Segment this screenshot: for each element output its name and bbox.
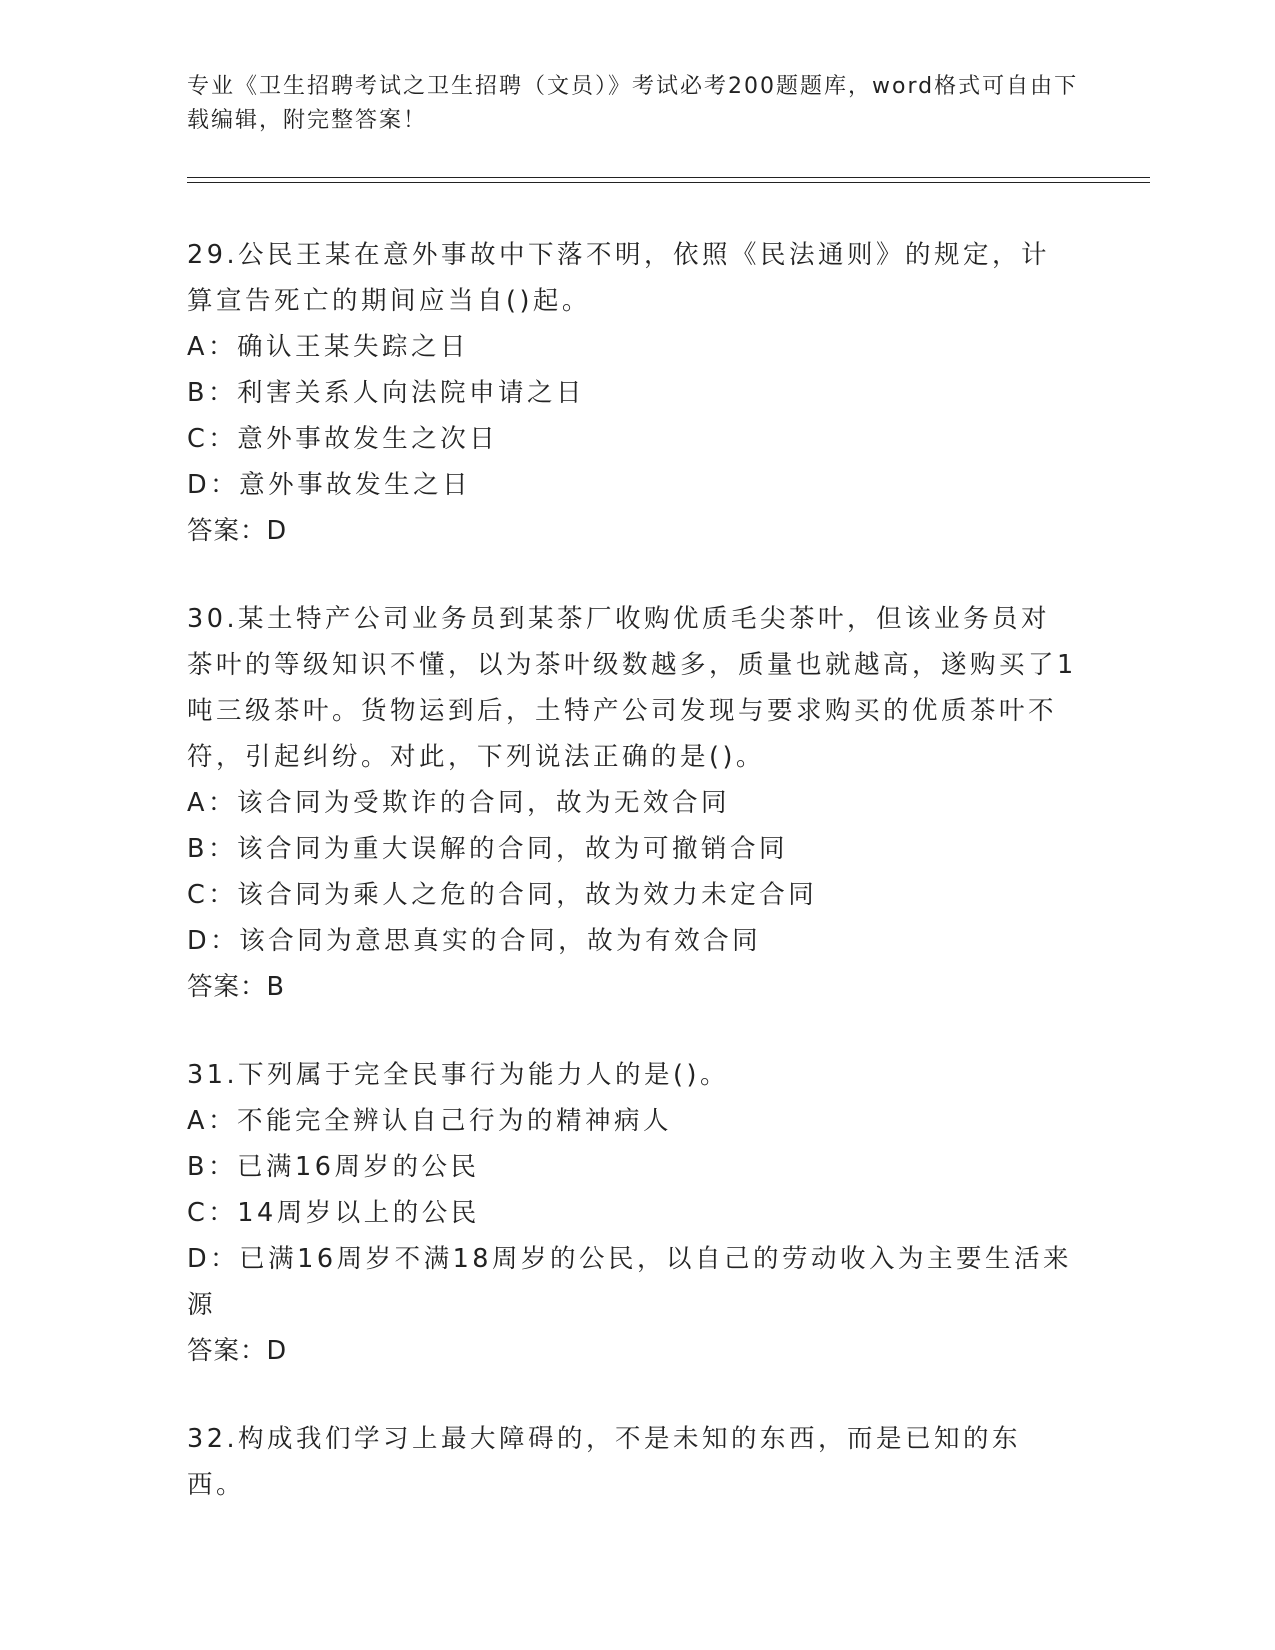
question-31 (187, 1052, 1077, 1374)
document-header: 专业《卫生招聘考试之卫生招聘（文员）》考试必考200题题库，word格式可自由下载编辑，附完整答案！ (187, 74, 1079, 133)
question-29 (187, 232, 1077, 554)
option-d: D：意外事故发生之日 (187, 470, 472, 500)
option-b: B：利害关系人向法院申请之日 (187, 378, 585, 408)
option-a: A：该合同为受欺诈的合同，故为无效合同 (187, 788, 730, 818)
option-a: A：不能完全辨认自己行为的精神病人 (187, 1106, 672, 1136)
question-text: 31.下列属于完全民事行为能力人的是()。 (187, 1060, 729, 1090)
option-c: C：意外事故发生之次日 (187, 424, 499, 454)
option-c: C：14周岁以上的公民 (187, 1198, 480, 1228)
answer: 答案：D (187, 1336, 288, 1366)
question-30 (187, 596, 1077, 1010)
question-text: 30.某土特产公司业务员到某茶厂收购优质毛尖茶叶，但该业务员对茶叶的等级知识不懂，以为茶叶级数越多，质量也就越高，遂购买了1吨三级茶叶。货物运到后，土特产公司发现与要求购买的优质茶叶不符，引起纠纷。对此，下列说法正确的是()。 (187, 604, 1077, 772)
option-c: C：该合同为乘人之危的合同，故为效力未定合同 (187, 880, 818, 910)
question-32 (187, 1416, 1077, 1508)
question-text: 29.公民王某在意外事故中下落不明，依照《民法通则》的规定，计算宣告死亡的期间应当自()起。 (187, 240, 1051, 316)
answer: 答案：D (187, 516, 288, 546)
header-divider-bottom (187, 182, 1150, 183)
option-d: D：该合同为意思真实的合同，故为有效合同 (187, 926, 762, 956)
option-d: D：已满16周岁不满18周岁的公民，以自己的劳动收入为主要生活来源 (187, 1244, 1073, 1320)
question-text: 32.构成我们学习上最大障碍的，不是未知的东西，而是已知的东西。 (187, 1424, 1022, 1500)
option-b: B：已满16周岁的公民 (187, 1152, 480, 1182)
header-divider-top (187, 177, 1150, 178)
option-b: B：该合同为重大误解的合同，故为可撤销合同 (187, 834, 788, 864)
option-a: A：确认王某失踪之日 (187, 332, 469, 362)
answer: 答案：B (187, 972, 285, 1002)
